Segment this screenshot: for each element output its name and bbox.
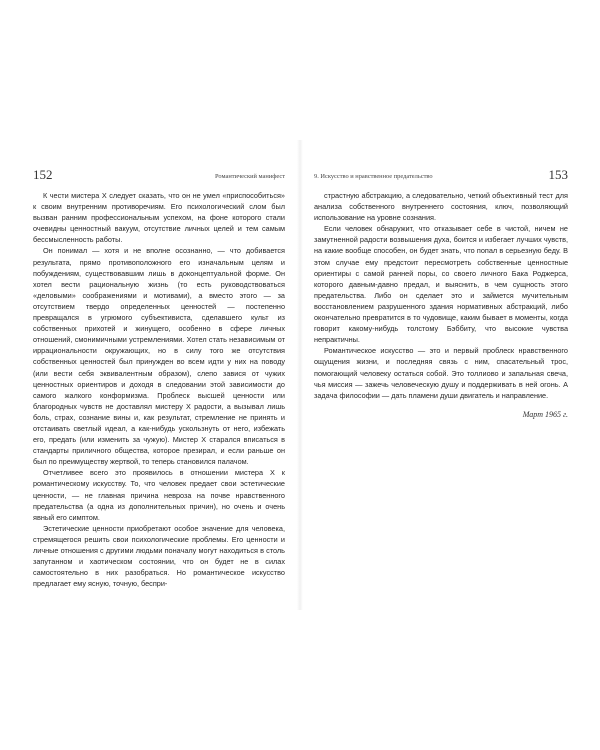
paragraph: Он понимал — хотя и не вполне осознанно, — что добивается результата, прямо противоположного его изначальным целям и побуждениям, существовавшим лишь в доконцептуальной форме. Он хотел вести рациональную жизнь (то есть руководствоваться «деловыми» соображениями и мотивами), а вместо этого — за отсутствием твердо определенных ценностей — постепенно превращался в угрюмого субъективиста, сделавшего культ из собственных прихотей и жинущего, особенно в сфере личных отношений, смонимичными устремлениями. Хотел стать независимым от иррациональности окружающих, но в силу того же отсутствия собственных ценностей был принужден во всем идти у них на поводу (или вести себя эквивалентным образом), слепо завися от чужих ценностных ориентиров и доходя в следовании этой зависимости до самого жалкого конформизма. Проблеск высшей ценности или благородных чувств не доставлял мистеру X радости, а вызывал лишь боль, страх, сознание вины и, как результат, стремление не принять и отстаивать светлый идеал, а как-нибудь ускользнуть от него, избежать его, предать (или изменить за чужую). Мистер X старался вписаться в стандарты приличного общества, которое презирал, и если раньше он был по преимуществу жертвой, то теперь становился палачом. — [33, 246, 285, 467]
paragraph: Романтическое искусство — это и первый проблеск нравственного ощущения жизни, и последняя связь с ним, спасательный трос, помогающий человеку остаться собой. Это толлиово и запальная свеча, чья миссия — зажечь человеческую душу и поддерживать в ней огонь. А задача философии — дать пламени души двигатель и направление. — [314, 346, 568, 400]
right-page — [300, 0, 600, 750]
paragraph: Эстетические ценности приобретают особое значение для человека, стремящегося решить свои психологические проблемы. Его ценности и личные отношения с другими людьми поначалу могут находиться в столь запутанном и хаотическом состоянии, что он будет не в силах самостоятельно в них разобраться. Но романтическое искусство предлагает ему ясную, точную, беспри- — [33, 523, 285, 589]
running-head-right: 9. Искусство и нравственное предательство — [314, 173, 433, 180]
running-head-left: Романтический манифест — [215, 173, 285, 180]
page-number-left: 152 — [33, 167, 53, 182]
right-page-body — [314, 190, 568, 420]
paragraph: Если человек обнаружит, что отказывает себе в чистой, ничем не замутненной радости возвышения духа, боится и избегает лучших чувств, на какие вообще способен, он будет знать, что попал в серьезную беду. В этом случае ему предстоит пересмотреть собственные ценностные ориентиры с самой ранней поры, со своего личного Бака Роджерса, которого давным-давно предал, и выяснить, в чем сущность этого предательства. Либо он сделает это и займется мучительным восстановлением разрушенного здания нормативных абстракций, либо окончательно превратится в то чудовище, каким бывает в моменты, когда говорит какому-нибудь толстому Бэббиту, что высокие чувства непрактичны. — [314, 224, 568, 345]
paragraph: К чести мистера X следует сказать, что он не умел «приспособиться» к своим внутренним противоречиям. Его психологический слом был вызван ранним профессиональным успехом, на фоне которого стали очевидны ценностный вакуум, отсутствие личных целей и тем самым бессмысленность работы. — [33, 191, 285, 245]
paragraph: Отчетливее всего это проявилось в отношении мистера X к романтическому искусству. То, что человек предает свои эстетические ценности, — не главная причина невроза на почве нравственного предательства (а одна из дополнительных причин), но очень и очень явный его симптом. — [33, 468, 285, 522]
paragraph: страстную абстракцию, а следовательно, четкий объективный тест для анализа собственного внутреннего состояния, ключ, позволяющий использование на уровне сознания. — [314, 191, 568, 223]
left-page-body — [33, 190, 285, 589]
left-page-header — [33, 167, 285, 185]
essay-date: Март 1965 г. — [522, 409, 568, 419]
right-page-header — [314, 167, 568, 185]
page-number-right: 153 — [548, 167, 568, 182]
